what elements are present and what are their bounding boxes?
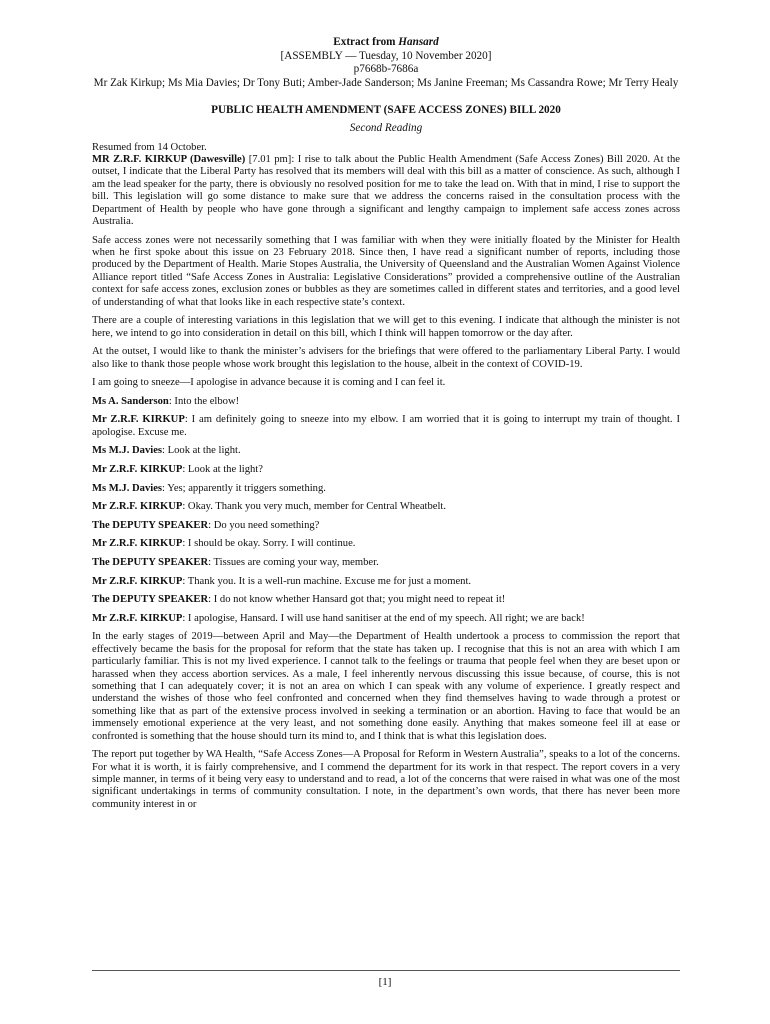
- transcript-paragraph: [92, 594, 680, 606]
- paragraph-text: : I should be okay. Sorry. I will continue.: [182, 538, 356, 550]
- speaker-name: Mr Z.R.F. KIRKUP: [92, 612, 183, 624]
- transcript-paragraph: [92, 396, 680, 408]
- paragraph-text: : Into the elbow!: [168, 395, 240, 407]
- speaker-name: Mr Z.R.F. KIRKUP: [92, 538, 183, 550]
- paragraph-text: : I am definitely going to sneeze into my elbow. I am worried that it is going to interrupt my train of thought. I apologise. Excuse me.: [92, 414, 680, 438]
- transcript-paragraph: [92, 483, 680, 495]
- paragraph-text: [7.01 pm]: I rise to talk about the Public Health Amendment (Safe Access Zones) Bill 2020. At the outset, I indicate that the Liberal Party has resolved that its members will deal with this bill as a matter of conscience. As such, although I am the lead speaker for the party, there is obviously no resolved position for me to take the lead on. With that in mind, I rise to support the bill. This legislation will go some distance to make sure that we address the concerns raised in the consultation process with the Department of Health by people who have gone through a significant and lengthy campaign to implement safe access zones across Australia.: [92, 153, 680, 227]
- debate-body: [92, 142, 680, 812]
- paragraph-text: : Do you need something?: [208, 519, 320, 531]
- speaker-name: MR Z.R.F. KIRKUP (Dawesville): [92, 153, 246, 165]
- speaker-name: Mr Z.R.F. KIRKUP: [92, 575, 183, 587]
- speaker-name: The DEPUTY SPEAKER: [92, 556, 209, 568]
- transcript-paragraph: [92, 749, 680, 811]
- paragraph-text: : I apologise, Hansard. I will use hand sanitiser at the end of my speech. All right; we are back!: [182, 612, 585, 624]
- speaker-name: Ms A. Sanderson: [92, 395, 169, 407]
- transcript-paragraph: [92, 538, 680, 550]
- paragraph-text: : Tissues are coming your way, member.: [208, 556, 379, 568]
- transcript-paragraph: [92, 377, 680, 389]
- paragraph-text: In the early stages of 2019—between April and May—the Department of Health undertook a process to commission the report that effectively became the basis for the proposal for reform that the state has taken up. I recognise that this is not an area with which I am particularly familiar. This is not my lived experience. I cannot talk to the feelings or trauma that people feel when they are beset upon or harassed when they access abortion services. As a male, I feel inherently nervous discussing this issue because, of course, this is not something that I can adequately cover; it is not an area on which I can speak with any volume of experience. I greatly respect and understand the wishes of those who feel confronted and concerned when they find themselves having to wade through a protest or something like that as part of the extensive process involved in seeking a termination or an abortion. Having to face that would be an immensely emotional experience at the very least, and not something done easily. Anything that makes someone feel ill at ease or confronted is something that the house should turn its mind to, and I think that is what this legislation does.: [92, 631, 680, 742]
- speaker-name: Ms M.J. Davies: [92, 445, 163, 457]
- transcript-paragraph: [92, 346, 680, 371]
- resumed-note: Resumed from 14 October.: [92, 141, 207, 153]
- speaker-name: The DEPUTY SPEAKER: [92, 594, 209, 606]
- paragraph-text: I am going to sneeze—I apologise in advance because it is coming and I can feel it.: [92, 377, 446, 389]
- reading-subtitle: Second Reading: [349, 121, 423, 134]
- transcript-paragraph: [92, 557, 680, 569]
- transcript-paragraph: [92, 613, 680, 625]
- session-line: [ASSEMBLY — Tuesday, 10 November 2020]: [280, 49, 492, 62]
- transcript-paragraph: [92, 154, 680, 228]
- bill-title: PUBLIC HEALTH AMENDMENT (SAFE ACCESS ZONES) BILL 2020: [211, 104, 561, 117]
- paragraph-text: The report put together by WA Health, “Safe Access Zones—A Proposal for Reform in Western Australia”, speaks to a lot of the concerns. For what it is worth, it is fairly comprehensive, and I commend the department for its work in that respect. The report covers in a very simple manner, in terms of it being very easy to understand and to read, a lot of the concerns that were raised in what was one of the most significant undertakings in terms of community consultation. I note, in the department’s own words, that there has never been more community interest in or: [92, 749, 680, 810]
- paragraph-text: Safe access zones were not necessarily something that I was familiar with when they were initially floated by the Minister for Health when he first spoke about this issue on 23 February 2018. Since then, I have read a significant number of reports, including those produced by the Department of Health. Marie Stopes Australia, the University of Queensland and the Australian Women Against Violence Alliance report titled “Safe Access Zones in Australia: Legislative Considerations” provided a comprehensive outline of the Australian context for safe access zones, exclusion zones or bubbles as they are sometimes called in different states and territories, and a good level of understanding of what that looks like in each respective state’s context.: [92, 234, 680, 308]
- speaker-name: The DEPUTY SPEAKER: [92, 519, 209, 531]
- footer-rule: [92, 970, 680, 971]
- transcript-paragraph: [92, 315, 680, 340]
- paragraph-text: : Okay. Thank you very much, member for Central Wheatbelt.: [182, 501, 447, 513]
- speaker-name: Mr Z.R.F. KIRKUP: [92, 464, 183, 475]
- hansard-page: [92, 36, 680, 817]
- paragraph-text: At the outset, I would like to thank the minister’s advisers for the briefings that were offered to the parliamentary Liberal Party. I would also like to thank those people whose work brought this legislation to the house, albeit in the context of COVID-19.: [92, 346, 680, 370]
- speaker-name: Mr Z.R.F. KIRKUP: [92, 414, 185, 426]
- document-header: [92, 36, 680, 90]
- speaker-name: Ms M.J. Davies: [92, 482, 163, 494]
- paragraph-text: There are a couple of interesting variations in this legislation that we will get to this evening. I indicate that although the minister is not here, we intend to go into consideration in detail on this bill, which I think will happen tomorrow or the day after.: [92, 315, 680, 339]
- page-range: p7668b-7686a: [353, 63, 419, 76]
- extract-title: Extract from Hansard: [333, 36, 439, 48]
- paragraph-text: : Yes; apparently it triggers something.: [162, 482, 326, 494]
- paragraph-text: : Thank you. It is a well-run machine. Excuse me for just a moment.: [182, 575, 472, 587]
- hansard-label: Hansard: [398, 36, 439, 48]
- transcript-paragraph: [92, 501, 680, 513]
- speaker-name: Mr Z.R.F. KIRKUP: [92, 501, 183, 513]
- paragraph-text: : Look at the light?: [182, 464, 263, 475]
- paragraph-text: : I do not know whether Hansard got that; you might need to repeat it!: [208, 594, 506, 606]
- transcript-paragraph: [92, 576, 680, 588]
- transcript-paragraph: [92, 445, 680, 457]
- transcript-paragraph: [92, 520, 680, 532]
- transcript-paragraph: [92, 235, 680, 309]
- paragraph-text: : Look at the light.: [162, 445, 241, 457]
- members-list: Mr Zak Kirkup; Ms Mia Davies; Dr Tony Buti; Amber-Jade Sanderson; Ms Janine Freeman; Ms Cassandra Rowe; Mr Terry Healy: [93, 76, 679, 89]
- transcript-paragraph: [92, 414, 680, 439]
- page-number: [1]: [378, 976, 392, 988]
- transcript-paragraph: [92, 631, 680, 743]
- transcript-paragraph: [92, 464, 680, 476]
